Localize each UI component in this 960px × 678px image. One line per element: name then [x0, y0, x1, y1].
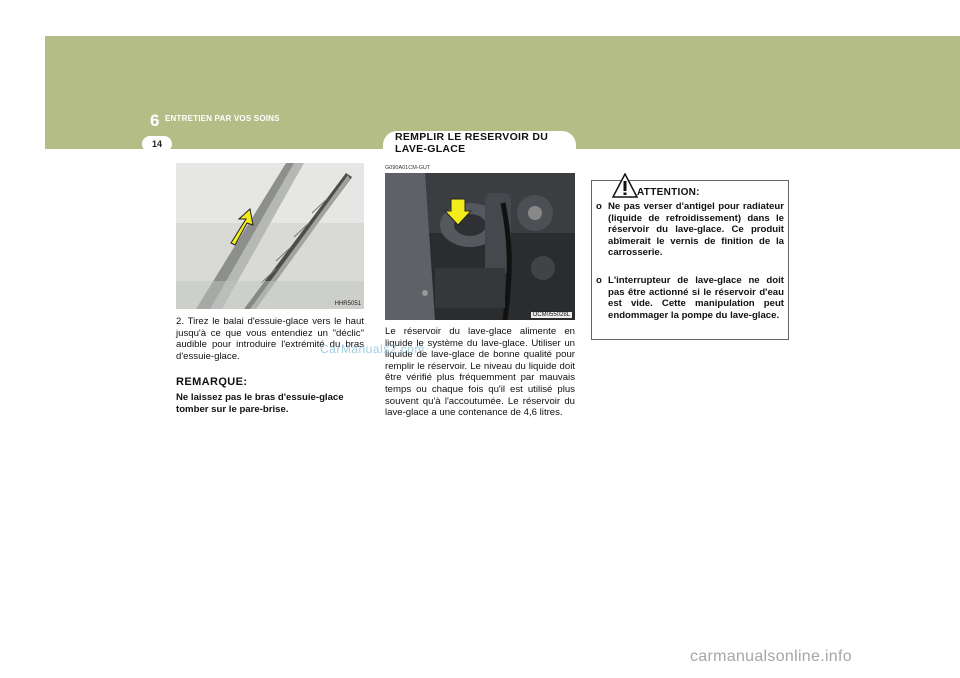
photo-code: HHR5051 [334, 301, 361, 307]
attention-title: ATTENTION: [637, 187, 700, 198]
watermark: CarManuals2.com [320, 342, 425, 356]
step-text: 2. Tirez le balai d'essuie-glace vers le haut jusqu'à ce que vous entendiez un "déclic" audible pour introduire l'extrémité du bras d'essuie-glace. [176, 316, 364, 362]
doc-code: G090A01CM-GUT [385, 165, 431, 171]
page-number: 14 [142, 136, 172, 152]
attention-item-text: L'interrupteur de lave-glace ne doit pas être actionné si le réservoir d'eau est vide. Cette manipulation peut endommager la pompe du lave-glace. [608, 275, 784, 321]
chapter-number: 6 [150, 111, 160, 130]
bullet: o [596, 275, 602, 286]
remark-text: Ne laissez pas le bras d'essuie-glace tomber sur le pare-brise. [176, 392, 344, 415]
photo-code: OCM055028L [532, 312, 570, 318]
reservoir-body-text: Le réservoir du lave-glace alimente en liquide le système du lave-glace. Utiliser un liquide de lave-glace de bonne qualité pour remplir le réservoir. Le niveau du liquide doit être vérifié plus fréquemment par mauvais temps ou chaque fois qu'il est utilisé plus souvent qu'à l'accoutumée. Le réservoir du lave-glace a une contenance de 4,6 litres. [385, 326, 575, 419]
chapter-title: ENTRETIEN PAR VOS SOINS [165, 114, 280, 123]
warning-icon [612, 173, 638, 199]
footer-site-link[interactable]: carmanualsonline.info [690, 648, 852, 665]
wiper-photo [176, 163, 364, 309]
reservoir-photo [385, 173, 575, 320]
section-title: REMPLIR LE RESERVOIR DU LAVE-GLACE [395, 131, 549, 155]
remark-heading: REMARQUE: [176, 376, 248, 388]
attention-item [596, 275, 784, 321]
attention-item [596, 201, 784, 259]
attention-item-text: Ne pas verser d'antigel pour radiateur (liquide de refroidissement) dans le réservoir du lave-glace. Ce produit abîmerait le vernis de finition de la carrosserie. [608, 201, 784, 259]
bullet: o [596, 201, 602, 212]
attention-box [591, 180, 789, 340]
